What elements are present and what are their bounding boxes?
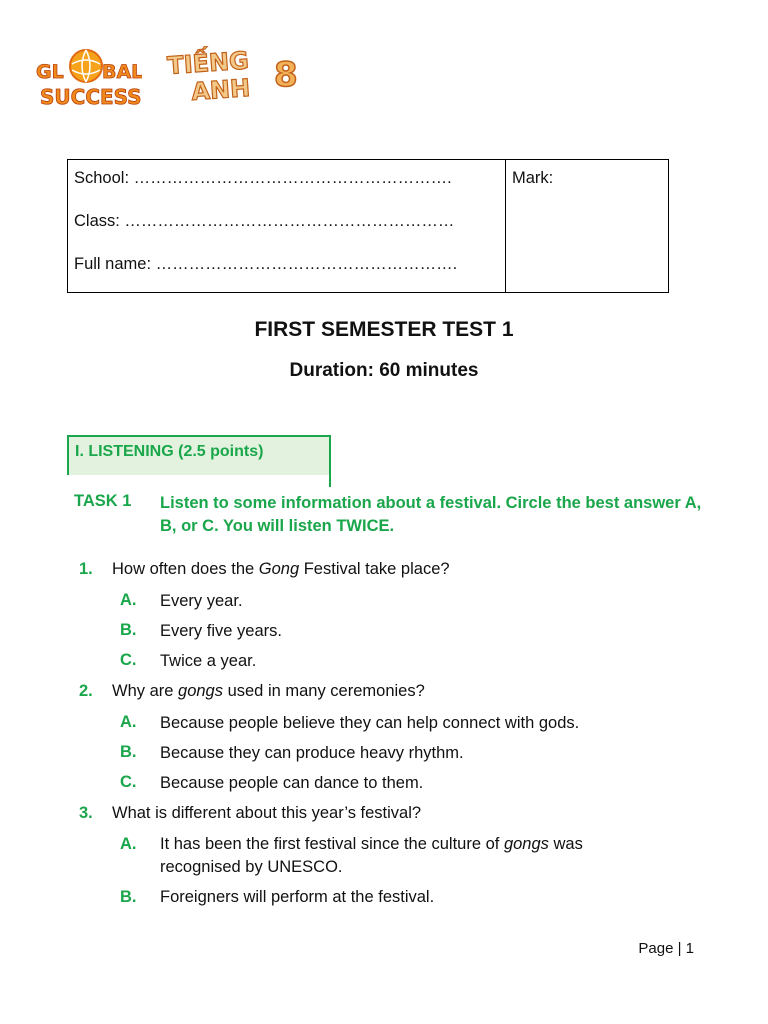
question-text: What is different about this year’s festival? (112, 804, 422, 822)
option-letter[interactable]: A. (120, 591, 137, 609)
school-field[interactable]: School: …………………………………………………. (74, 169, 452, 187)
tieng-anh-8-logo (166, 46, 308, 108)
option-letter[interactable]: B. (120, 888, 137, 906)
svg-text:GL: GL (36, 61, 64, 83)
mark-label: Mark: (512, 169, 554, 187)
task-instructions: Listen to some information about a festival. Circle the best answer A, B, or C. You will listen TWICE. (160, 494, 702, 535)
option-text[interactable]: Twice a year. (160, 652, 257, 670)
full-name-field[interactable]: Full name: ………………………………………………. (74, 255, 458, 273)
option-text[interactable]: Every five years. (160, 622, 282, 640)
mark-cell (506, 160, 668, 292)
section-heading-border (329, 473, 331, 487)
option-text[interactable]: Every year. (160, 592, 243, 610)
section-heading-listening: I. LISTENING (2.5 points) (67, 435, 331, 475)
question-number: 1. (79, 560, 93, 578)
student-info-fields (68, 160, 506, 292)
svg-text:8: 8 (274, 55, 298, 95)
question-text: How often does the Gong Festival take place? (112, 560, 450, 578)
option-letter[interactable]: B. (120, 621, 137, 639)
test-duration: Duration: 60 minutes (289, 360, 479, 381)
option-letter[interactable]: C. (120, 651, 137, 669)
option-text[interactable]: Because they can produce heavy rhythm. (160, 744, 464, 762)
question-number: 3. (79, 804, 93, 822)
global-success-logo (34, 44, 142, 114)
question-number: 2. (79, 682, 93, 700)
option-text[interactable]: Because people can dance to them. (160, 774, 424, 792)
test-title: FIRST SEMESTER TEST 1 (254, 318, 514, 341)
svg-text:SUCCESS: SUCCESS (40, 85, 142, 109)
task-label: TASK 1 (74, 492, 132, 510)
question-text: Why are gongs used in many ceremonies? (112, 682, 425, 700)
student-info-box (67, 159, 669, 293)
option-text[interactable]: It has been the first festival since the culture of gongs was recognised by UNESCO. (160, 835, 583, 876)
class-field[interactable]: Class: …………………………………………………… (74, 212, 455, 230)
option-text[interactable]: Foreigners will perform at the festival. (160, 888, 435, 906)
option-letter[interactable]: A. (120, 835, 137, 853)
svg-text:ANH: ANH (190, 73, 252, 106)
option-text[interactable]: Because people believe they can help connect with gods. (160, 714, 580, 732)
svg-text:TIẾNG: TIẾNG (166, 46, 250, 80)
option-letter[interactable]: C. (120, 773, 137, 791)
option-letter[interactable]: B. (120, 743, 137, 761)
page-number: Page | 1 (638, 940, 694, 957)
svg-text:BAL: BAL (102, 61, 142, 83)
option-letter[interactable]: A. (120, 713, 137, 731)
